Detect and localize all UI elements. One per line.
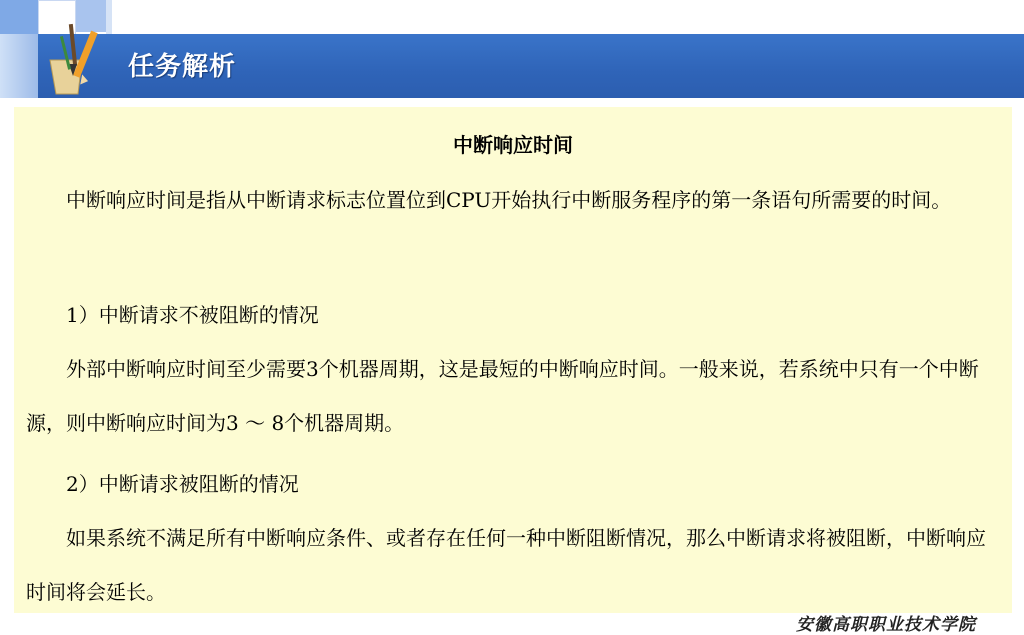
brush-pen-icon — [42, 20, 112, 96]
banner-left-fade — [0, 34, 38, 98]
paragraph: 1）中断请求不被阻断的情况 — [66, 303, 319, 327]
paragraph: 外部中断响应时间至少需要3个机器周期，这是最短的中断响应时间。一般来说，若系统中只有一个中断源，则中断响应时间为3 ～ 8个机器周期。 — [26, 357, 979, 435]
paragraph: 如果系统不满足所有中断响应条件、或者存在任何一种中断阻断情况，那么中断请求将被阻断，中断响应时间将会延长。 — [26, 526, 986, 604]
decor-square — [0, 0, 38, 38]
paragraph: 2）中断请求被阻断的情况 — [66, 472, 299, 496]
section-heading: 中断响应时间 — [453, 133, 573, 157]
institution-logo: 安徽高职职业技术学院 — [796, 615, 976, 635]
page-title: 任务解析 — [128, 52, 237, 82]
paragraph: 中断响应时间是指从中断请求标志位置位到CPU开始执行中断服务程序的第一条语句所需要的时间。 — [66, 188, 952, 212]
content-panel — [14, 107, 1012, 613]
